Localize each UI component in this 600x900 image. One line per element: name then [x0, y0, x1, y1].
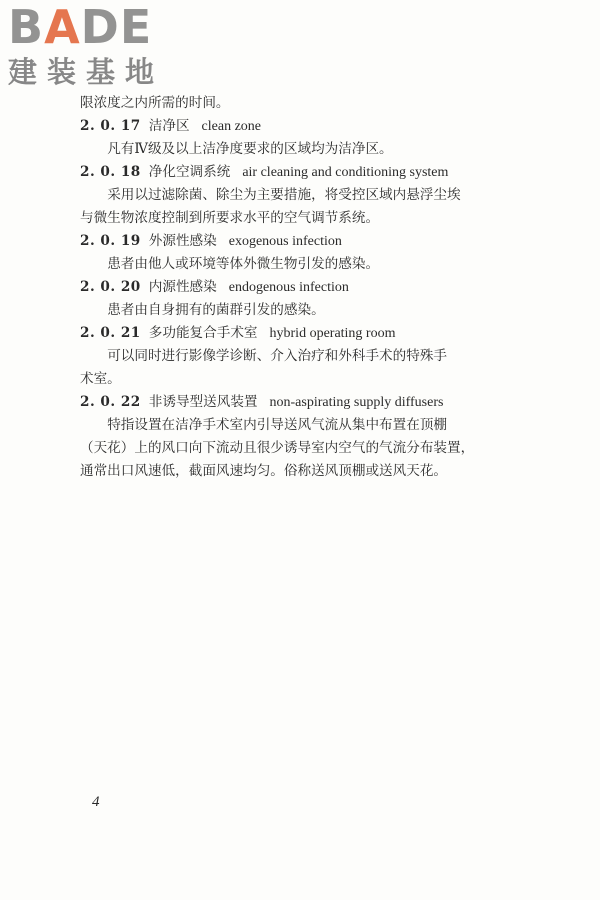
term-number: 2. 0. 21 [80, 325, 141, 341]
term-name-en: endogenous infection [228, 280, 349, 295]
term-definition: 凡有Ⅳ级及以上洁净度要求的区域均为洁净区。 [107, 141, 393, 157]
term-name-cn: 非诱导型送风装置 [148, 394, 258, 410]
term-heading [80, 115, 490, 138]
term-name-en: air cleaning and conditioning system [242, 165, 449, 180]
term-definition: 患者由他人或环境等体外微生物引发的感染。 [107, 256, 380, 272]
document-body [80, 92, 490, 483]
term-number: 2. 0. 22 [80, 394, 141, 410]
term-name-cn: 净化空调系统 [148, 164, 231, 180]
term-definition: 采用以过滤除菌、除尘为主要措施，将受控区域内悬浮尘埃 [107, 187, 461, 203]
term-name-en: clean zone [201, 119, 262, 134]
term-definition-continued: （天花）上的风口向下流动且很少诱导室内空气的气流分布装置， [80, 440, 475, 456]
page-number: 4 [92, 794, 100, 810]
term-number: 2. 0. 17 [80, 118, 141, 134]
term-number: 2. 0. 19 [80, 233, 141, 249]
term-definition: 可以同时进行影像学诊断、介入治疗和外科手术的特殊手 [107, 348, 448, 364]
term-name-en: hybrid operating room [269, 326, 396, 341]
term-number: 2. 0. 20 [80, 279, 141, 295]
term-heading [80, 322, 490, 345]
term-name-cn: 外源性感染 [148, 233, 217, 249]
term-definition-continued: 与微生物浓度控制到所要求水平的空气调节系统。 [80, 210, 380, 226]
term-definition: 特指设置在洁净手术室内引导送风气流从集中布置在顶棚 [107, 417, 448, 433]
term-definition: 患者由自身拥有的菌群引发的感染。 [107, 302, 325, 318]
term-name-en: exogenous infection [228, 234, 342, 249]
watermark-logo-part: DE [80, 0, 153, 54]
term-name-cn: 洁净区 [148, 118, 190, 134]
term-heading [80, 276, 490, 299]
watermark-logo-accent: A [44, 0, 81, 54]
term-heading [80, 161, 490, 184]
term-definition-continued: 术室。 [80, 371, 121, 387]
term-heading [80, 230, 490, 253]
term-heading [80, 391, 490, 414]
continuation-line: 限浓度之内所需的时间。 [80, 95, 230, 111]
watermark-logo-part: B [8, 0, 45, 54]
watermark-logo-text [8, 2, 178, 52]
watermark-subtitle: 建装基地 [8, 55, 165, 89]
term-name-cn: 内源性感染 [148, 279, 217, 295]
term-name-en: non-aspirating supply diffusers [269, 395, 444, 410]
term-number: 2. 0. 18 [80, 164, 141, 180]
bade-watermark-logo [8, 2, 178, 94]
term-name-cn: 多功能复合手术室 [148, 325, 258, 341]
term-definition-continued: 通常出口风速低，截面风速均匀。俗称送风顶棚或送风天花。 [80, 463, 448, 479]
